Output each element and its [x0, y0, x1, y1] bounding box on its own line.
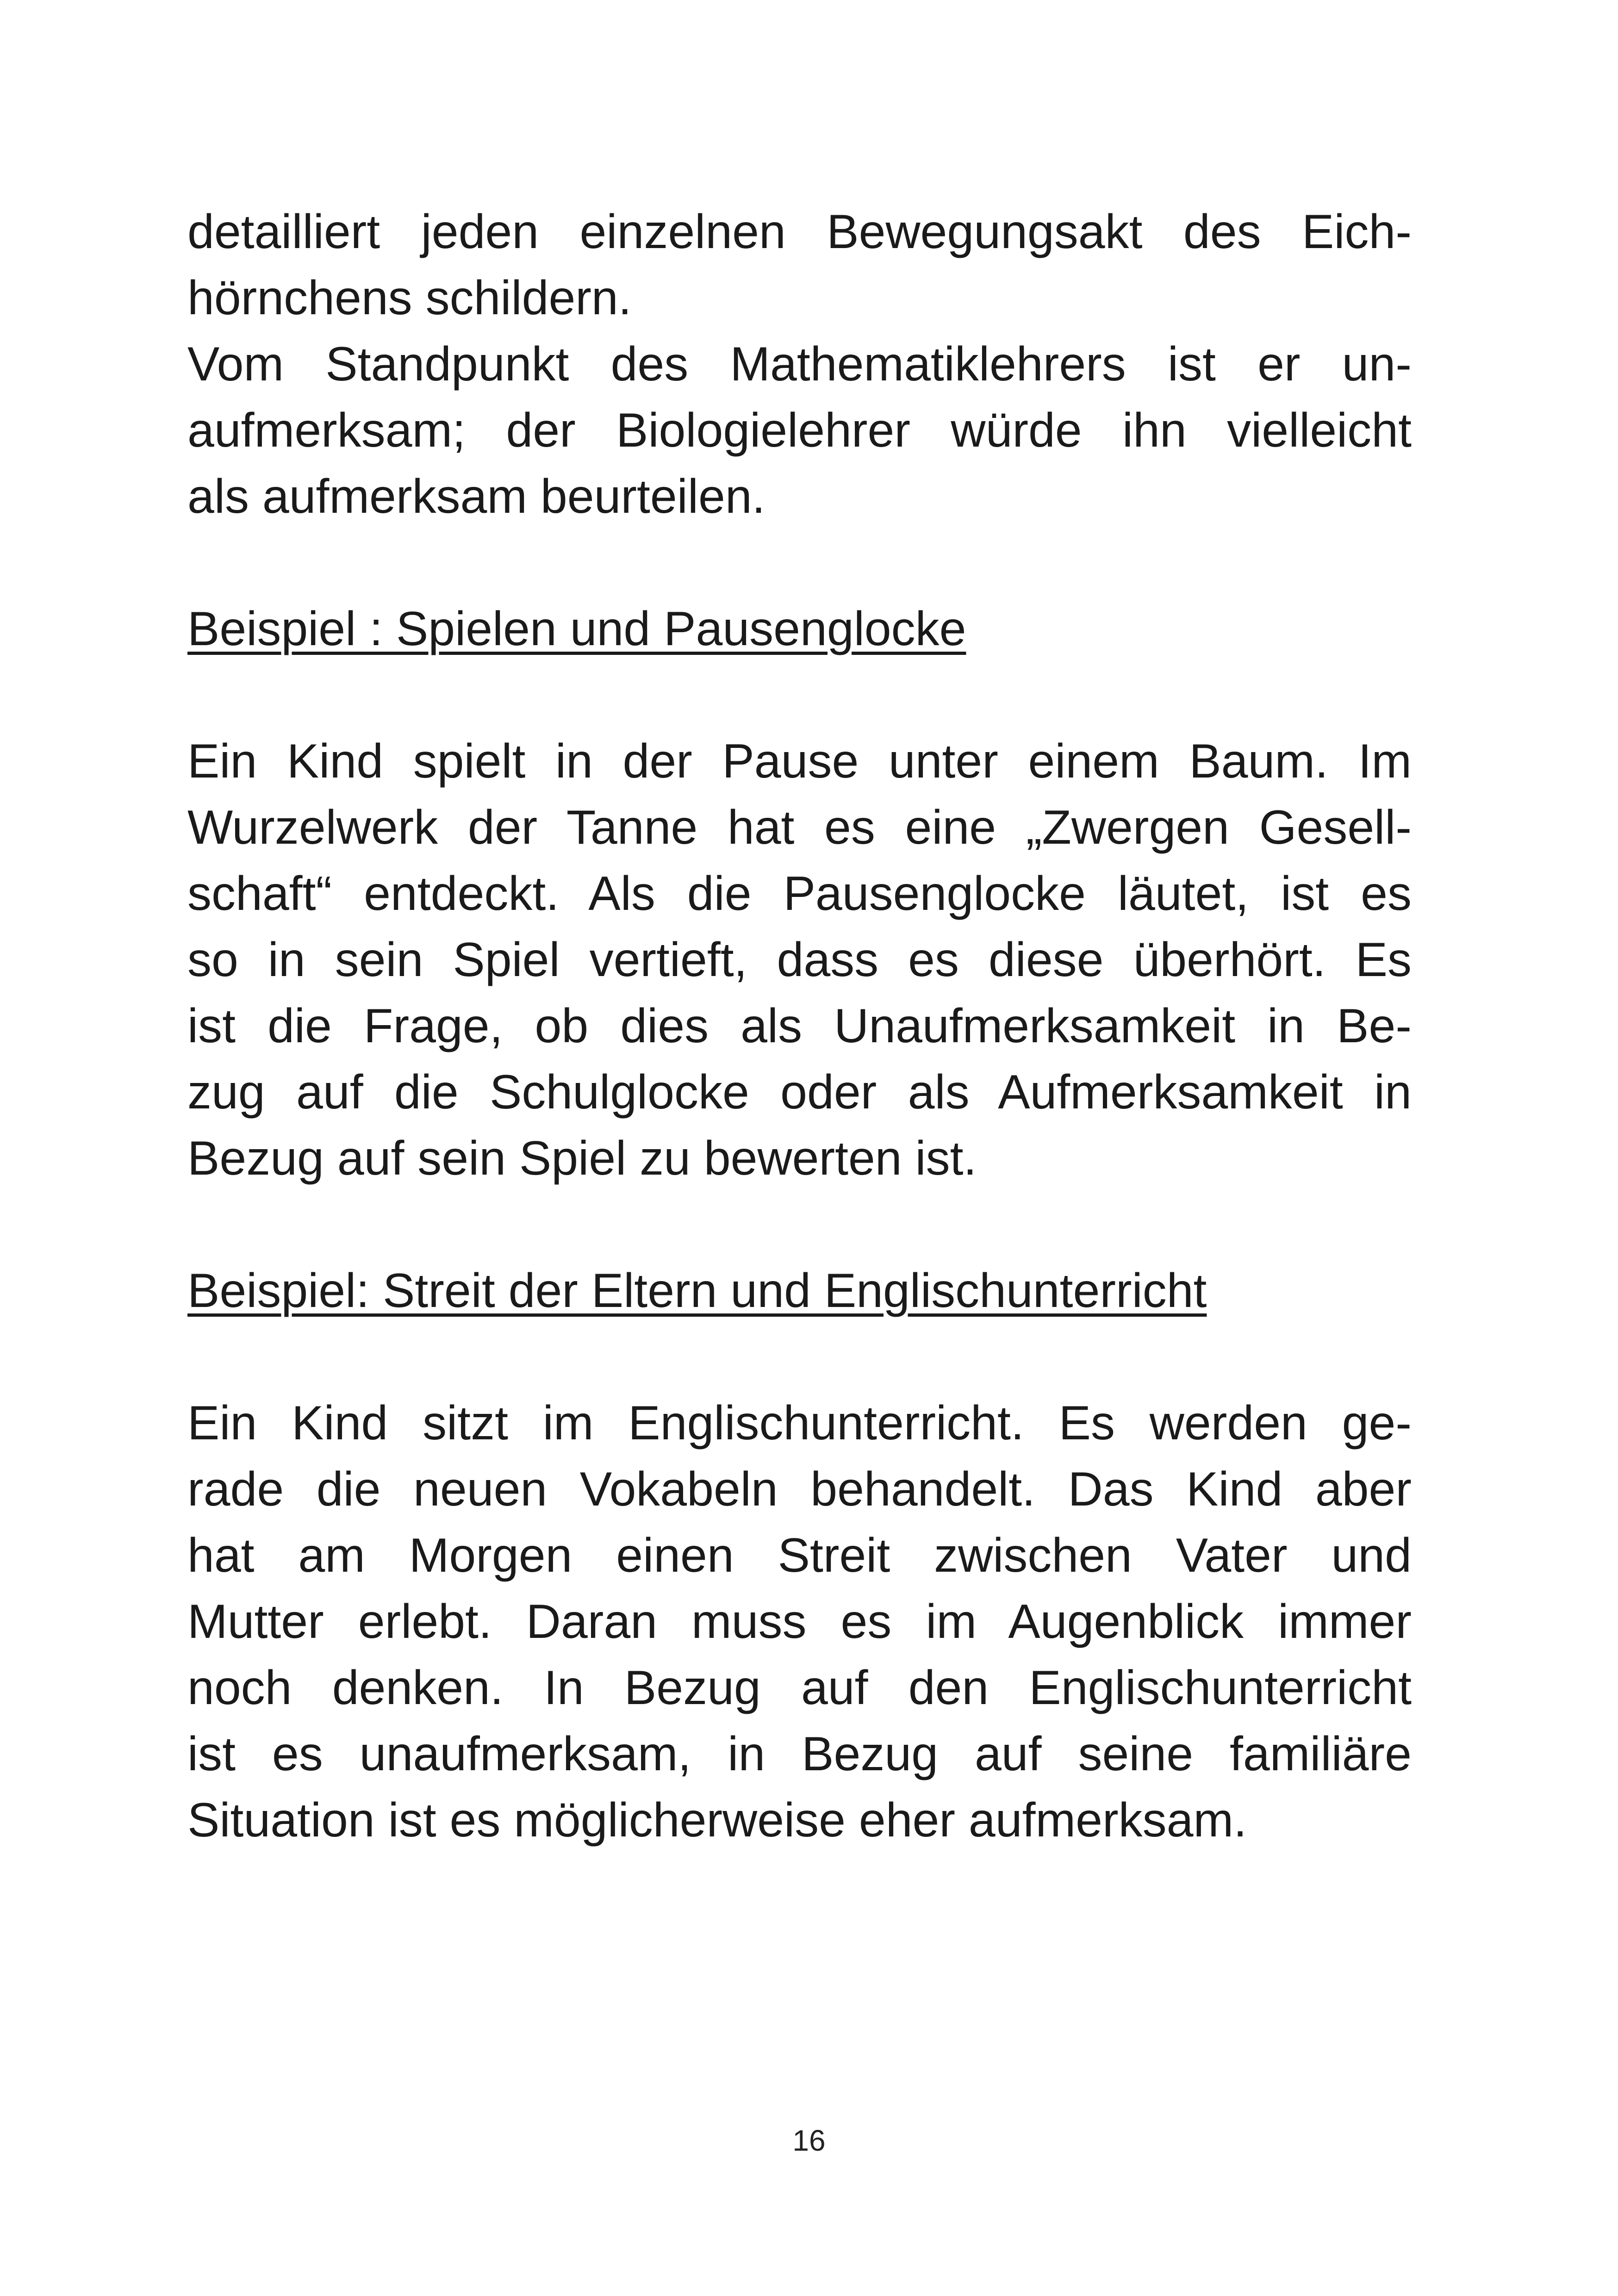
paragraph-line: Vom Standpunkt des Mathematiklehrers ist er un-: [187, 337, 1412, 391]
section-heading-1-text: Beispiel : Spielen und Pausenglocke: [187, 602, 966, 656]
paragraph-line: so in sein Spiel vertieft, dass es diese überhört. Es: [187, 933, 1412, 987]
paragraph-line: schaft“ entdeckt. Als die Pausenglocke läutet, ist es: [187, 867, 1412, 921]
spacer: [187, 1324, 1412, 1390]
spacer: [187, 662, 1412, 728]
spacer: [187, 1192, 1412, 1258]
paragraph-line: rade die neuen Vokabeln behandelt. Das Kind aber: [187, 1462, 1412, 1516]
spacer: [187, 530, 1412, 596]
paragraph-line: als aufmerksam beurteilen.: [187, 470, 765, 523]
paragraph-line: Ein Kind sitzt im Englischunterricht. Es werden ge-: [187, 1396, 1412, 1450]
paragraph-line: hörnchens schildern.: [187, 271, 632, 325]
page-content: [187, 199, 1412, 1854]
section-heading-1: [187, 596, 1412, 662]
paragraph-line: ist es unaufmerksam, in Bezug auf seine familiäre: [187, 1727, 1412, 1781]
page-number: 16: [792, 2124, 826, 2157]
paragraph-line: Situation ist es möglicherweise eher aufmerksam.: [187, 1793, 1247, 1847]
paragraph-line: ist die Frage, ob dies als Unaufmerksamkeit in Be-: [187, 999, 1412, 1053]
paragraph-line: Ein Kind spielt in der Pause unter einem Baum. Im: [187, 734, 1412, 788]
section-heading-2-text: Beispiel: Streit der Eltern und Englischunterricht: [187, 1264, 1207, 1318]
paragraph-line: detailliert jeden einzelnen Bewegungsakt des Eich-: [187, 205, 1412, 259]
paragraph-line: Mutter erlebt. Daran muss es im Augenblick immer: [187, 1595, 1412, 1649]
paragraph-line: zug auf die Schulglocke oder als Aufmerksamkeit in: [187, 1065, 1412, 1119]
paragraph-line: aufmerksam; der Biologielehrer würde ihn vielleicht: [187, 404, 1412, 457]
paragraph-line: Bezug auf sein Spiel zu bewerten ist.: [187, 1132, 977, 1185]
paragraph-line: Wurzelwerk der Tanne hat es eine „Zwergen Gesell-: [187, 801, 1412, 854]
paragraph-line: hat am Morgen einen Streit zwischen Vater und: [187, 1529, 1412, 1582]
paragraph-line: noch denken. In Bezug auf den Englischunterricht: [187, 1661, 1412, 1715]
section-heading-2: [187, 1258, 1412, 1324]
